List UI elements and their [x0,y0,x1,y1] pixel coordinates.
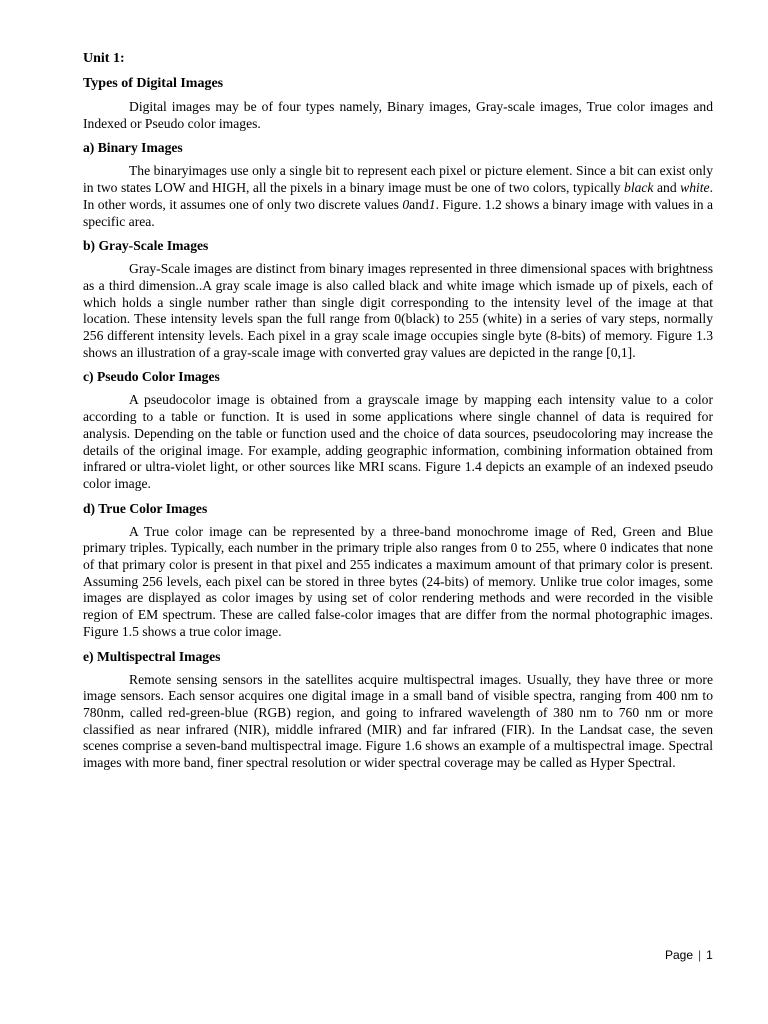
italic-text: white [680,180,710,196]
page-label: Page [665,948,694,962]
text-run: . Figure. 1.2 shows a binary image with values in a specific area. [83,196,713,229]
unit-label: Unit 1: [83,51,125,66]
section-paragraph-pseudo-color: A pseudocolor image is obtained from a grayscale image by mapping each intensity value to a color according to a table or function. It is used in some applications where single channel of data is required for analysis. Depending on the table or function used and the choice of data sources, pseudocoloring may increase the details of the original image. For example, adding geographic information, combining information obtained from infrared or ultra-violet light, or other sources like MRI scans. Figure 1.4 depicts an example of an indexed pseudo color image. [83,392,713,491]
document-title: Types of Digital Images [83,76,224,91]
section-heading-true-color: d) True Color Images [83,500,208,516]
section-heading-pseudo-color: c) Pseudo Color Images [83,369,220,385]
text-run: The binaryimages use only a single bit to represent each pixel or picture element. Since a bit can exist only in two states LOW and HIGH, all the pixels in a binary image must be one of two colors, typically [83,163,713,196]
text-run: and [653,180,681,196]
page-footer [665,947,713,963]
intro-paragraph: Digital images may be of four types namely, Binary images, Gray-scale images, True color images and Indexed or Pseudo color images. [83,99,713,131]
section-heading-gray-scale: b) Gray-Scale Images [83,238,209,254]
section-paragraph-multispectral: Remote sensing sensors in the satellites acquire multispectral images. Usually, they have three or more image sensors. Each sensor acquires one digital image in a small band of visible spectra, ranging from 400 nm to 780nm, called red-green-blue (RGB) region, and going to infrared wavelength of 380 nm to 760 nm or more classified as near infrared (NIR), middle infrared (MIR) and far infrared (FIR). In the Landsat case, the seven scenes comprise a seven-band multispectral image. Figure 1.6 shows an example of a multispectral image. Spectral images with more band, finer spectral resolution or wider spectral coverage may be called as Hyper Spectral. [83,671,713,771]
italic-text: black [624,180,654,196]
section-heading-binary: a) Binary Images [83,140,183,156]
section-paragraph-gray-scale: Gray-Scale images are distinct from binary images represented in three dimensional spaces with brightness as a third dimension..A gray scale image is also called black and white image which ismade up of pixels, each of which holds a single number rather than single digit corresponding to the intensity level of the image at that location. These intensity levels span the full range from 0(black) to 255 (white) in a series of vary steps, normally 256 different intensity levels. Each pixel in a gray scale image occupies single byte (8-bits) of memory. Figure 1.3 shows an illustration of a gray-scale image with converted gray values are depicted in the range [0,1]. [83,261,713,360]
page-separator: | [698,948,702,962]
text-run: and [409,196,429,212]
section-paragraph-true-color: A True color image can be represented by a three-band monochrome image of Red, Green and Blue primary triples. Typically, each number in the primary triple also ranges from 0 to 255, where 0 indicates that none of that primary color is present in that pixel and 255 indicates a maximum amount of that primary color is present. Assuming 256 levels, each pixel can be stored in three bytes (24-bits) of memory. Unlike true color images, some images are displayed as color images by using set of color rendering methods and were recorded in the visible region of EM spectrum. These are called false-color images that are differ from the normal photographic images. Figure 1.5 shows a true color image. [83,523,713,639]
document-body [83,50,713,772]
section-heading-multispectral: e) Multispectral Images [83,648,221,664]
italic-text: 0 [402,196,410,212]
page-number: 1 [706,948,713,962]
section-paragraph-binary [83,163,713,230]
italic-text: 1 [428,196,436,212]
text-run: . In other words, it assumes one of only two discrete values [83,180,713,212]
